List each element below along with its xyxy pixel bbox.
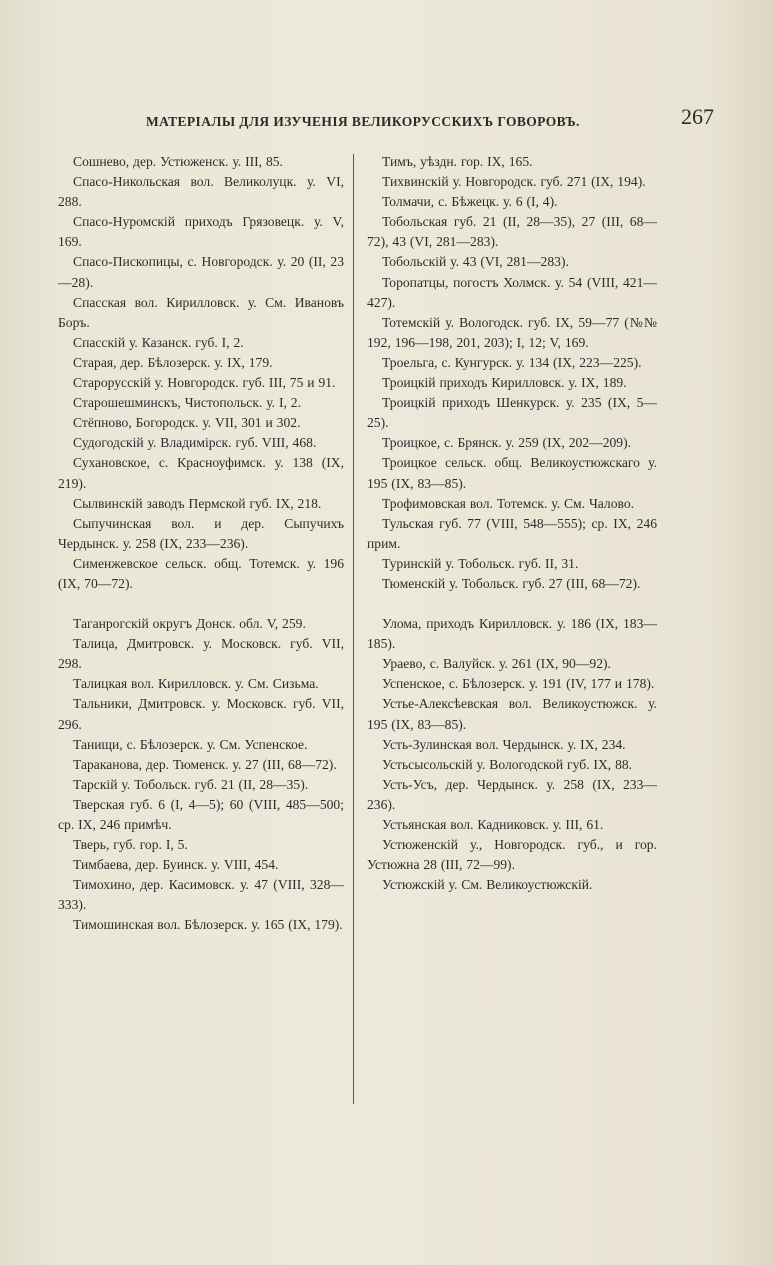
index-entry: Тверь, губ. гор. I, 5. — [73, 837, 188, 853]
index-entry: Троицкій приходъ Шенкурск. у. 235 (IX, 5—25). — [367, 395, 657, 431]
page-header — [58, 104, 720, 144]
index-entry: Тимъ, уѣздн. гор. IX, 165. — [382, 154, 533, 169]
index-entry: Спасо-Никольская вол. Великолуцк. у. VI, 288. — [58, 174, 344, 210]
index-entry: Устьянская вол. Кадниковск. у. III, 61. — [382, 817, 604, 832]
index-entry: Усть-Усъ, дер. Чердынск. у. 258 (IX, 233—236). — [367, 776, 657, 812]
index-entry: Троицкій приходъ Кирилловск. у. IX, 189. — [382, 375, 627, 391]
index-entry: Устье-Алексѣевская вол. Великоустюжск. у. 195 (IX, 83—85). — [367, 696, 657, 732]
index-entry: Старорусскій у. Новгородск. губ. III, 75 и 91. — [73, 375, 336, 391]
column-divider — [353, 154, 354, 1104]
index-entry: Сыпучинская вол. и дер. Сыпучихъ Чердынск. у. 258 (IX, 233—236). — [58, 515, 344, 551]
index-entry: Тимошинская вол. Бѣлозерск. у. 165 (IX, 179). — [73, 917, 343, 933]
index-entry: Троельга, с. Кунгурск. у. 134 (IX, 223—225). — [382, 354, 642, 370]
index-entry: Тобольскій у. 43 (VI, 281—283). — [382, 254, 569, 270]
index-entry: Тульская губ. 77 (VIII, 548—555); ср. IX, 246 прим. — [367, 515, 657, 551]
index-entry: Устюженскій у., Новгородск. губ., и гор. Устюжна 28 (III, 72—99). — [367, 837, 657, 873]
index-entry: Успенское, с. Бѣлозерск. у. 191 (IV, 177 и 178). — [382, 676, 655, 692]
index-entry: Танищи, с. Бѣлозерск. у. См. Успенское. — [73, 736, 308, 752]
index-entry: Тихвинскій у. Новгородск. губ. 271 (IX, 194). — [382, 174, 646, 190]
index-entry: Спасо-Пископицы, с. Новгородск. у. 20 (II, 23—28). — [58, 254, 344, 290]
index-entry: Тальники, Дмитровск. у. Московск. губ. VII, 296. — [58, 696, 344, 732]
index-entry: Тараканова, дер. Тюменск. у. 27 (III, 68—72). — [73, 756, 337, 772]
index-entry: Толмачи, с. Бѣжецк. у. 6 (I, 4). — [382, 194, 558, 210]
index-entry: Старошешминскъ, Чистопольск. у. I, 2. — [73, 395, 301, 411]
right-column — [367, 152, 657, 895]
index-entry: Тимбаева, дер. Буинск. у. VIII, 454. — [73, 857, 279, 873]
index-entry: Талица, Дмитровск. у. Московск. губ. VII, 298. — [58, 636, 344, 672]
section-gap — [367, 594, 657, 614]
index-entry: Талицкая вол. Кирилловск. у. См. Сизьма. — [73, 676, 319, 692]
index-entry: Торопатцы, погостъ Холмск. у. 54 (VIII, 421—427). — [367, 274, 657, 310]
page-number: 267 — [681, 104, 714, 129]
index-entry: Устьсысольскій у. Вологодской губ. IX, 88. — [382, 756, 633, 772]
index-entry: Сухановское, с. Красноуфимск. у. 138 (IX, 219). — [58, 455, 344, 491]
index-entry: Спасская вол. Кирилловск. у. См. Ивановъ Боръ. — [58, 294, 344, 330]
index-entry: Тимохино, дер. Касимовск. у. 47 (VIII, 328—333). — [58, 877, 344, 913]
index-entry: Стёпново, Богородск. у. VII, 301 и 302. — [73, 415, 301, 431]
index-entry: Спасскій у. Казанск. губ. I, 2. — [73, 334, 244, 350]
index-entry: Усть-Зулинская вол. Чердынск. у. IX, 234. — [382, 736, 626, 752]
index-entry: Улома, приходъ Кирилловск. у. 186 (IX, 183—185). — [367, 616, 657, 652]
index-entry: Таганрогскій округъ Донск. обл. V, 259. — [73, 616, 306, 632]
index-entry: Тюменскій у. Тобольск. губ. 27 (III, 68—72). — [382, 575, 641, 591]
index-entry: Сылвинскій заводъ Пермской губ. IX, 218. — [73, 495, 322, 511]
left-column — [58, 152, 344, 936]
index-entry: Устюжскій у. См. Великоустюжскій. — [382, 877, 593, 893]
index-entry: Ураево, с. Валуйск. у. 261 (IX, 90—92). — [382, 656, 611, 672]
index-entry: Сошнево, дер. Устюженск. у. III, 85. — [73, 154, 283, 169]
index-entry: Трофимовская вол. Тотемск. у. См. Чалово. — [382, 495, 635, 511]
index-entry: Туринскій у. Тобольск. губ. II, 31. — [382, 555, 579, 571]
index-entry: Судогодскій у. Владимірск. губ. VIII, 468. — [73, 435, 317, 451]
index-entry: Старая, дер. Бѣлозерск. у. IX, 179. — [73, 354, 273, 370]
index-entry: Сименжевское сельск. общ. Тотемск. у. 196 (IX, 70—72). — [58, 555, 344, 591]
index-entry: Тверская губ. 6 (I, 4—5); 60 (VIII, 485—500; ср. IX, 246 примѣч. — [58, 796, 344, 832]
index-entry: Тарскій у. Тобольск. губ. 21 (II, 28—35). — [73, 776, 309, 792]
index-entry: Троицкое сельск. общ. Великоустюжскаго у. 195 (IX, 83—85). — [367, 455, 657, 491]
index-entry: Тобольская губ. 21 (II, 28—35), 27 (III, 68—72), 43 (VI, 281—283). — [367, 214, 657, 250]
running-title: МАТЕРІАЛЫ ДЛЯ ИЗУЧЕНІЯ ВЕЛИКОРУССКИХЪ ГОВОРОВЪ. — [146, 114, 580, 129]
index-entry: Спасо-Нуромскій приходъ Грязовецк. у. V, 169. — [58, 214, 344, 250]
section-gap — [58, 594, 344, 614]
index-entry: Троицкое, с. Брянск. у. 259 (IX, 202—209). — [382, 435, 632, 451]
index-entry: Тотемскій у. Вологодск. губ. IX, 59—77 (№№ 192, 196—198, 201, 203); I, 12; V, 169. — [367, 314, 657, 350]
